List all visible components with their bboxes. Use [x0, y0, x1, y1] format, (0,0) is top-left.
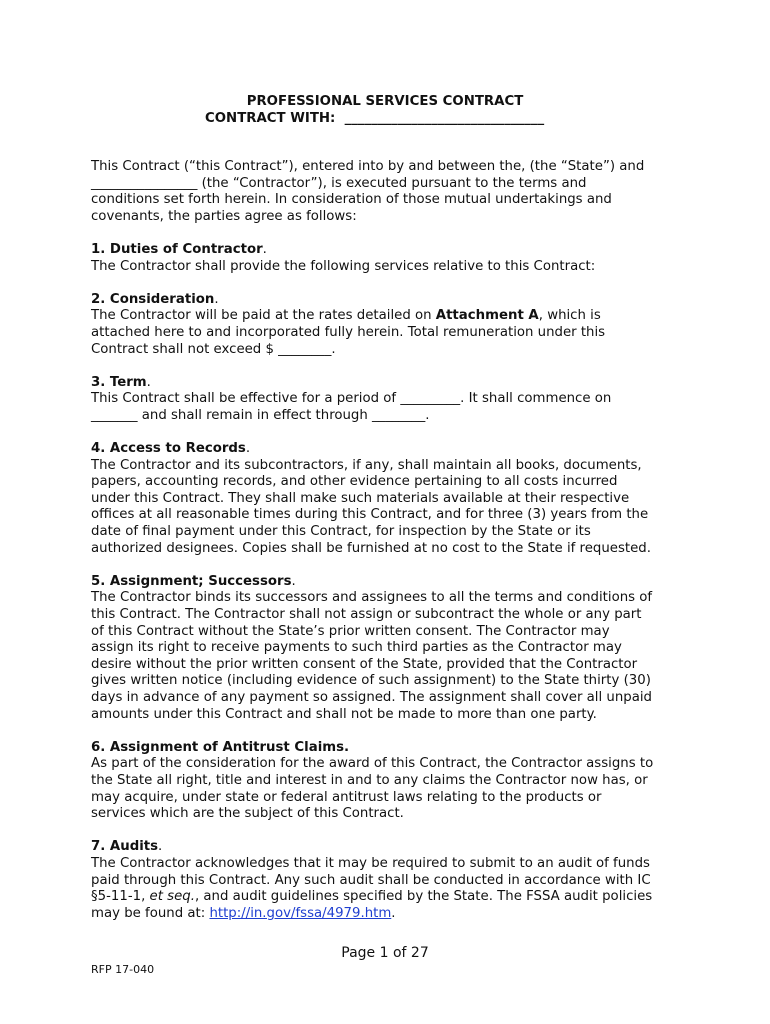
section-line: The Contractor shall provide the following services relative to this Contract:: [91, 258, 596, 274]
section-line: desire without the prior written consent of the State, provided that the Contractor: [91, 656, 638, 672]
section-line: date of final payment under this Contract, for inspection by the State or its: [91, 524, 591, 540]
text-run: §5-11-1,: [91, 889, 150, 905]
section-line: attached here to and incorporated fully herein. Total remuneration under this: [91, 324, 606, 340]
et-seq-italic: et seq.: [149, 889, 195, 905]
section-term: [91, 375, 686, 425]
section-heading: 6. Assignment of Antitrust Claims.: [91, 739, 350, 755]
section-line: under this Contract. They shall make such materials available at their respective: [91, 490, 630, 506]
page-number: Page 1 of 27: [341, 945, 429, 961]
rfp-number: RFP 17-040: [91, 963, 155, 976]
intro-line: covenants, the parties agree as follows:: [91, 208, 357, 224]
heading-period: .: [158, 839, 163, 855]
contract-body: [91, 159, 686, 922]
section-line: of this Contract without the State’s prior written consent. The Contractor may: [91, 623, 610, 639]
section-line: amounts under this Contract and shall not be made to more than one party.: [91, 706, 597, 722]
section-heading-line: [91, 740, 686, 757]
fssa-audit-policy-link[interactable]: http://in.gov/fssa/4979.htm: [209, 905, 392, 921]
contract-with-line: CONTRACT WITH: ______________________________: [205, 111, 545, 126]
intro-line: ________________ (the “Contractor”), is executed pursuant to the terms and: [91, 175, 587, 191]
section-line: papers, accounting records, and other evidence pertaining to all costs incurred: [91, 474, 618, 490]
intro-paragraph: [91, 159, 686, 225]
text-run: may be found at:: [91, 905, 210, 921]
text-run: , and audit guidelines specified by the State. The FSSA audit policies: [194, 889, 653, 905]
heading-period: .: [262, 241, 267, 257]
section-line: [91, 906, 686, 923]
section-line: The Contractor and its subcontractors, if any, shall maintain all books, documents,: [91, 457, 642, 473]
section-line: _______ and shall remain in effect through ________.: [91, 407, 430, 423]
text-run: .: [391, 905, 396, 921]
section-line: This Contract shall be effective for a period of _________. It shall commence on: [91, 391, 612, 407]
section-line: As part of the consideration for the award of this Contract, the Contractor assigns to: [91, 756, 654, 772]
section-heading-line: [91, 375, 686, 392]
document-title: PROFESSIONAL SERVICES CONTRACT: [246, 94, 524, 109]
section-assignment-successors: [91, 574, 686, 723]
section-heading: 5. Assignment; Successors: [91, 573, 292, 589]
section-heading-line: [91, 839, 686, 856]
section-line: Contract shall not exceed $ ________.: [91, 341, 336, 357]
section-audits: [91, 839, 686, 922]
section-access-to-records: [91, 441, 686, 557]
section-heading-line: [91, 242, 686, 259]
section-heading: 7. Audits: [91, 839, 159, 855]
section-consideration: [91, 292, 686, 358]
section-heading: 4. Access to Records: [91, 441, 246, 457]
section-line: offices at all reasonable times during this Contract, and for three (3) years from the: [91, 507, 649, 523]
section-line: [91, 889, 686, 906]
section-line: may acquire, under state or federal antitrust laws relating to the products or: [91, 789, 602, 805]
section-line: assign its right to receive payments to such third parties as the Contractor may: [91, 640, 622, 656]
section-line: gives written notice (including evidence of such assignment) to the State thirty (30): [91, 673, 651, 689]
text-run: , which is: [538, 308, 601, 324]
section-line: days in advance of any payment so assigned. The assignment shall cover all unpaid: [91, 690, 652, 705]
section-heading-line: [91, 441, 686, 458]
attachment-a-reference: Attachment A: [435, 308, 539, 324]
text-run: The Contractor will be paid at the rates detailed on: [91, 308, 436, 324]
heading-period: .: [245, 441, 251, 457]
section-heading: 1. Duties of Contractor: [91, 241, 263, 257]
section-line: services which are the subject of this Contract.: [91, 806, 404, 822]
heading-period: .: [214, 291, 219, 307]
section-line: The Contractor binds its successors and assignees to all the terms and conditions of: [91, 590, 653, 606]
section-line: this Contract. The Contractor shall not assign or subcontract the whole or any part: [91, 607, 642, 623]
section-line: paid through this Contract. Any such audit shall be conducted in accordance with IC: [91, 872, 651, 888]
section-heading: 3. Term: [91, 374, 147, 390]
section-heading-line: [91, 574, 686, 591]
section-antitrust-claims: [91, 740, 686, 823]
heading-period: .: [291, 573, 296, 589]
section-heading-line: [91, 292, 686, 309]
section-line: [91, 308, 686, 325]
section-heading: 2. Consideration: [91, 291, 215, 307]
section-line: the State all right, title and interest in and to any claims the Contractor now has, or: [91, 772, 648, 788]
section-line: The Contractor acknowledges that it may be required to submit to an audit of funds: [91, 855, 650, 871]
intro-line: This Contract (“this Contract”), entered into by and between the, (the “State”) and: [91, 159, 645, 174]
section-line: authorized designees. Copies shall be furnished at no cost to the State if requested.: [91, 540, 651, 556]
heading-period: .: [146, 374, 151, 390]
section-duties: [91, 242, 686, 275]
intro-line: conditions set forth herein. In consideration of those mutual undertakings and: [91, 192, 612, 208]
